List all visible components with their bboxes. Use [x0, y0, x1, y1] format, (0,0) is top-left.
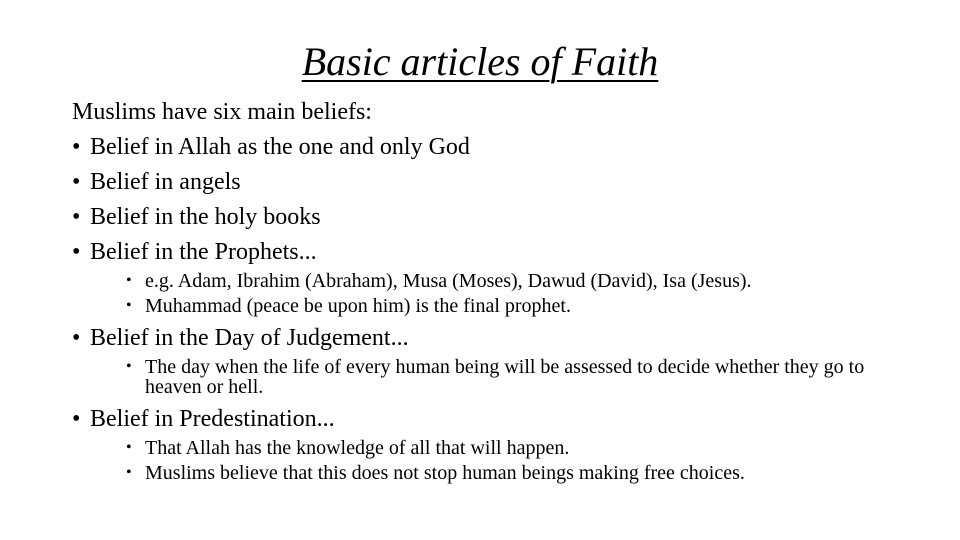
belief-label: Belief in the Prophets...	[90, 239, 317, 265]
slide-body	[72, 95, 912, 488]
sub-item-text: e.g. Adam, Ibrahim (Abraham), Musa (Moses), Dawud (David), Isa (Jesus).	[145, 270, 752, 292]
sub-item	[126, 296, 912, 316]
bullet-icon: •	[72, 134, 81, 160]
bullet-icon: •	[72, 325, 81, 351]
bullet-icon: •	[126, 297, 132, 314]
sub-item	[126, 463, 912, 483]
sub-item	[126, 438, 912, 458]
bullet-icon: •	[72, 239, 81, 265]
predestination-sublist	[126, 438, 912, 483]
sub-item-text: That Allah has the knowledge of all that will happen.	[145, 437, 570, 459]
sub-item	[126, 271, 912, 291]
belief-label: Belief in the Day of Judgement...	[90, 325, 409, 351]
belief-item	[72, 165, 912, 200]
beliefs-list	[72, 130, 912, 483]
bullet-icon: •	[126, 464, 132, 481]
bullet-icon: •	[126, 272, 132, 289]
belief-item	[72, 235, 912, 316]
judgement-sublist	[126, 357, 912, 397]
belief-item	[72, 402, 912, 483]
belief-item	[72, 321, 912, 397]
bullet-icon: •	[126, 439, 132, 456]
sub-item-text: Muhammad (peace be upon him) is the final prophet.	[145, 295, 571, 317]
intro-text: Muslims have six main beliefs:	[72, 99, 372, 125]
belief-label: Belief in the holy books	[90, 204, 321, 230]
sub-item-text: The day when the life of every human being will be assessed to decide whether they go to heaven or hell.	[145, 356, 865, 398]
bullet-icon: •	[126, 358, 132, 375]
belief-label: Belief in Allah as the one and only God	[90, 134, 470, 160]
slide-title: Basic articles of Faith	[301, 39, 659, 84]
bullet-icon: •	[72, 204, 81, 230]
sub-item	[126, 357, 912, 397]
prophets-sublist	[126, 271, 912, 316]
bullet-icon: •	[72, 169, 81, 195]
sub-item-text: Muslims believe that this does not stop human beings making free choices.	[145, 462, 745, 484]
bullet-icon: •	[72, 406, 81, 432]
belief-label: Belief in Predestination...	[90, 406, 335, 432]
belief-label: Belief in angels	[90, 169, 241, 195]
belief-item	[72, 130, 912, 165]
belief-item	[72, 200, 912, 235]
